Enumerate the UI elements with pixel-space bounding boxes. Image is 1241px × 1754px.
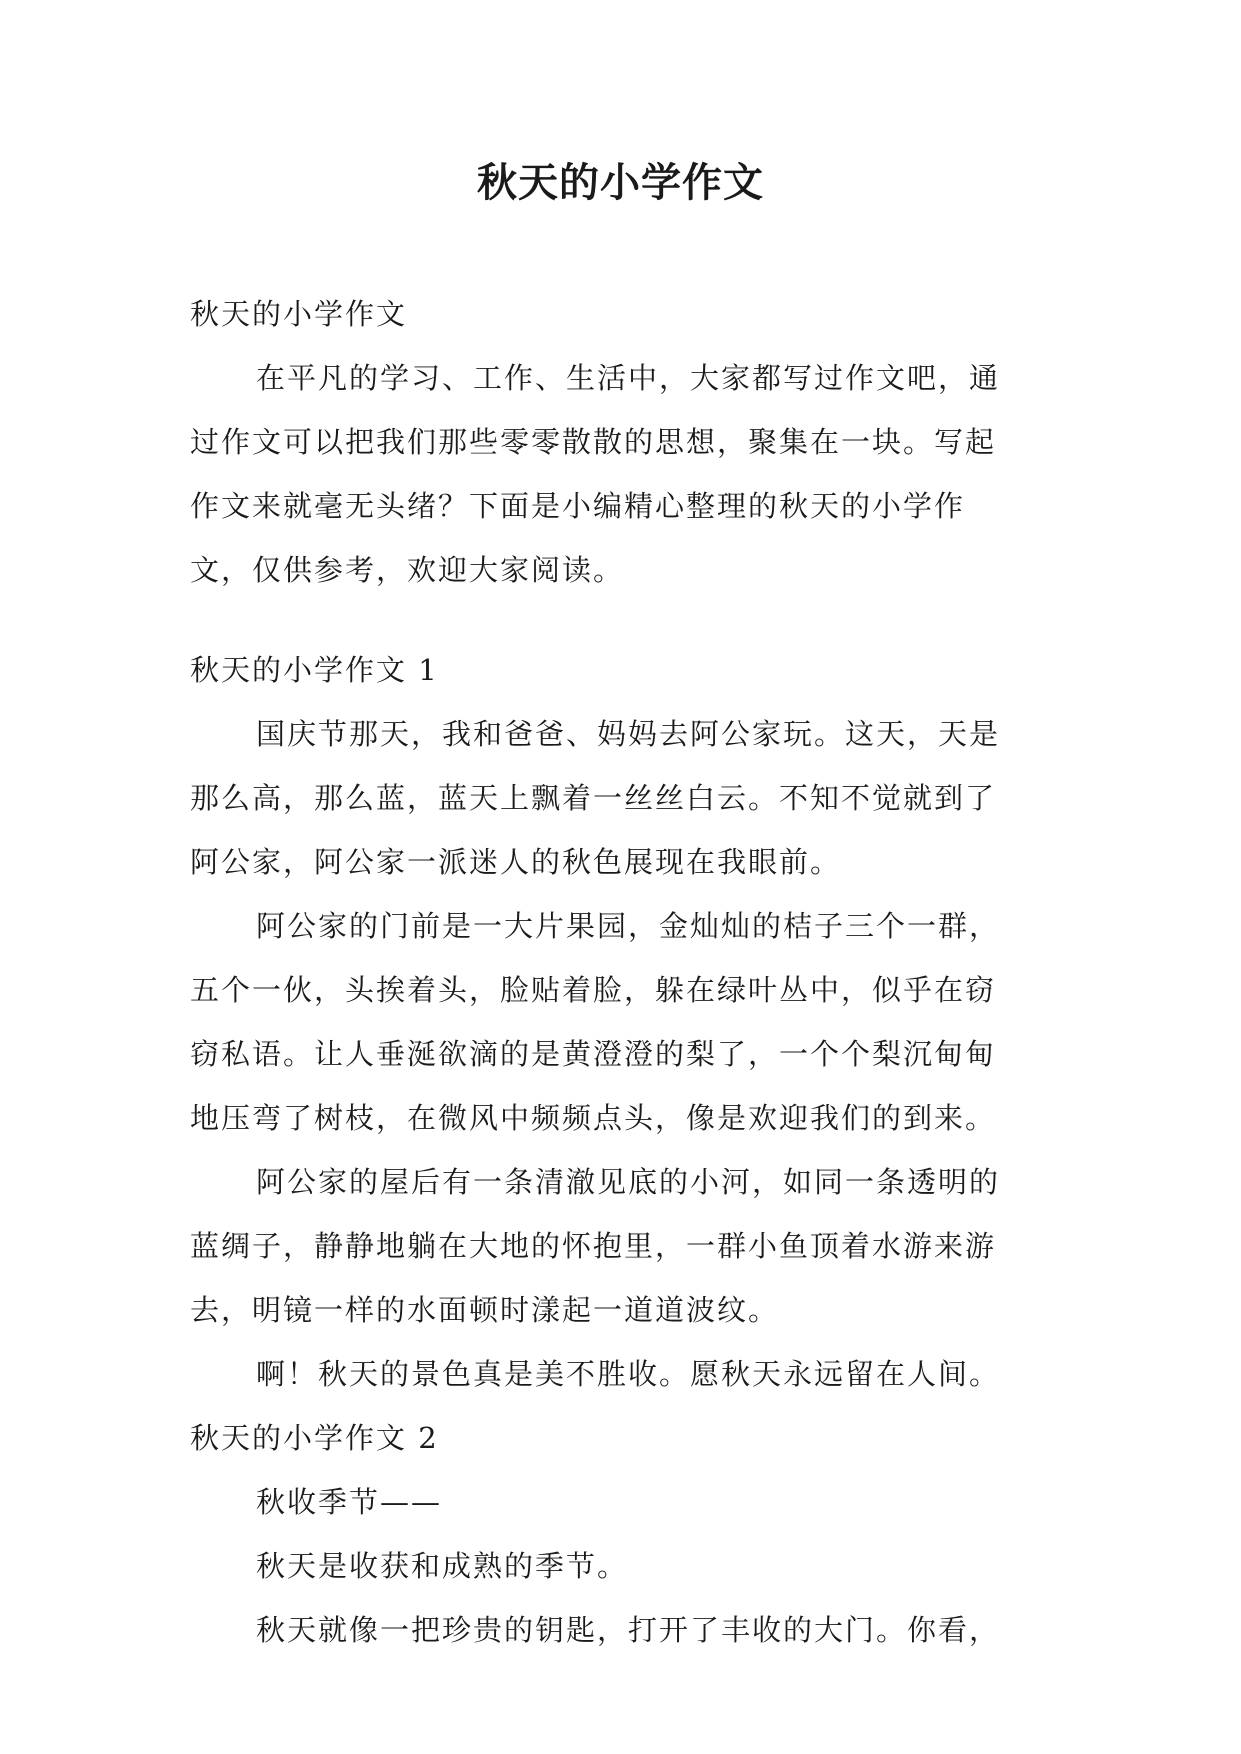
essay1-heading: 秋天的小学作文 1 xyxy=(190,653,439,687)
document-subtitle: 秋天的小学作文 xyxy=(190,297,408,331)
essay1-paragraph2-line: 五个一伙，头挨着头，脸贴着脸，躲在绿叶丛中，似乎在窃 xyxy=(190,973,997,1007)
essay2-paragraph1: 秋收季节—— xyxy=(256,1485,443,1519)
essay2-paragraph3: 秋天就像一把珍贵的钥匙，打开了丰收的大门。你看， xyxy=(256,1613,1001,1647)
essay1-paragraph2-line: 阿公家的门前是一大片果园，金灿灿的桔子三个一群， xyxy=(256,909,1001,943)
section-gap xyxy=(190,602,1056,638)
intro-line: 文，仅供参考，欢迎大家阅读。 xyxy=(190,553,625,587)
essay1-paragraph3-line: 去，明镜一样的水面顿时漾起一道道波纹。 xyxy=(190,1293,780,1327)
document-body xyxy=(190,282,1056,1662)
intro-line: 过作文可以把我们那些零零散散的思想，聚集在一块。写起 xyxy=(190,425,997,459)
essay1-paragraph2-line: 地压弯了树枝，在微风中频频点头，像是欢迎我们的到来。 xyxy=(190,1101,997,1135)
essay2-paragraph2: 秋天是收获和成熟的季节。 xyxy=(256,1549,629,1583)
essay1-paragraph3-line: 蓝绸子，静静地躺在大地的怀抱里，一群小鱼顶着水游来游 xyxy=(190,1229,997,1263)
essay1-paragraph1-line: 阿公家，阿公家一派迷人的秋色展现在我眼前。 xyxy=(190,845,842,879)
essay1-paragraph3-line: 阿公家的屋后有一条清澈见底的小河，如同一条透明的 xyxy=(256,1165,1001,1199)
essay1-paragraph1-line: 国庆节那天，我和爸爸、妈妈去阿公家玩。这天，天是 xyxy=(256,717,1001,751)
essay2-heading: 秋天的小学作文 2 xyxy=(190,1421,439,1455)
essay1-paragraph4: 啊！秋天的景色真是美不胜收。愿秋天永远留在人间。 xyxy=(256,1357,1001,1391)
essay1-paragraph2-line: 窃私语。让人垂涎欲滴的是黄澄澄的梨了，一个个梨沉甸甸 xyxy=(190,1037,997,1071)
intro-line: 在平凡的学习、工作、生活中，大家都写过作文吧，通 xyxy=(256,361,1001,395)
document-title: 秋天的小学作文 xyxy=(477,159,764,206)
intro-line: 作文来就毫无头绪？下面是小编精心整理的秋天的小学作 xyxy=(190,489,966,523)
essay1-paragraph1-line: 那么高，那么蓝，蓝天上飘着一丝丝白云。不知不觉就到了 xyxy=(190,781,997,815)
